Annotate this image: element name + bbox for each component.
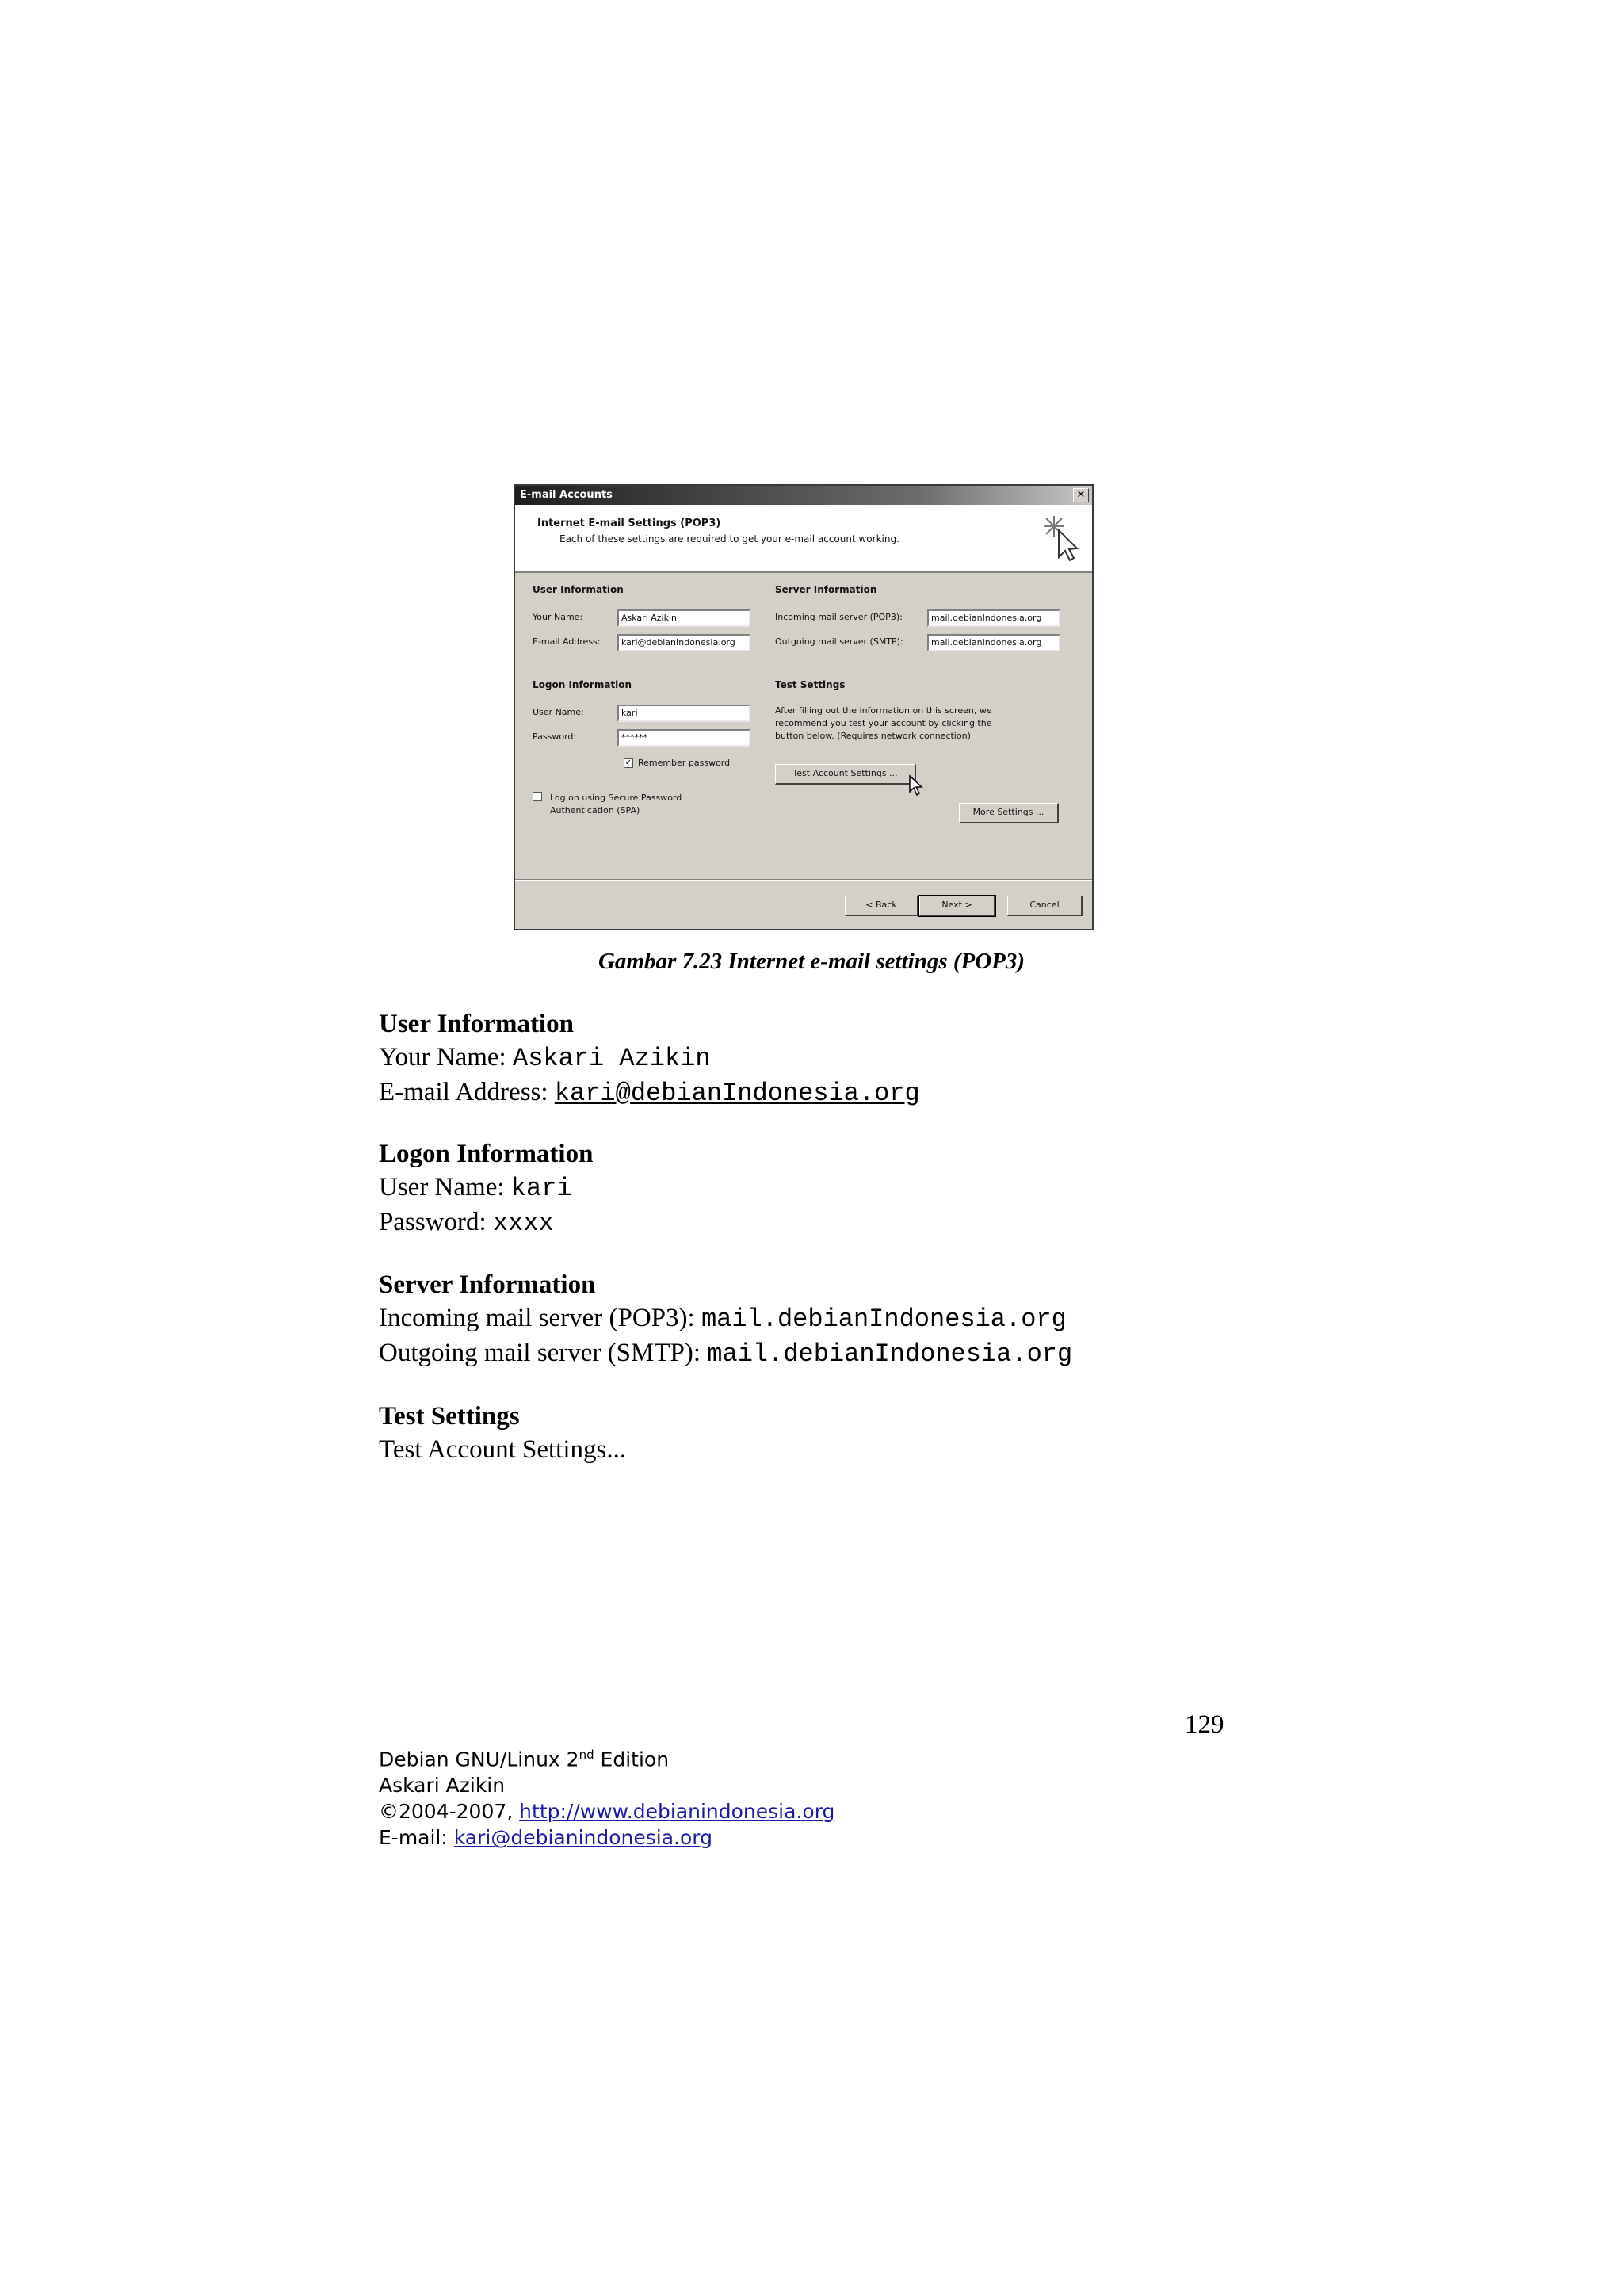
password-label: Password: [533, 732, 577, 742]
server-info-section [379, 1268, 1409, 1371]
user-name-field[interactable]: kari [617, 705, 750, 722]
password-text-value: xxxx [492, 1209, 554, 1238]
logon-info-section [379, 1137, 1409, 1240]
test-settings-description [775, 705, 992, 743]
test-account-settings-button[interactable]: Test Account Settings ... [775, 764, 916, 785]
mouse-pointer-icon [908, 774, 924, 800]
email-address-field[interactable]: kari@debianIndonesia.org [617, 634, 750, 651]
footer-email-label: E-mail: [379, 1826, 454, 1850]
outgoing-server-line [379, 1336, 1409, 1371]
server-info-section-heading: Server Information [379, 1270, 596, 1299]
page-number: 129 [1185, 1710, 1224, 1739]
figure-caption: Gambar 7.23 Internet e-mail settings (POP3) [598, 949, 1025, 974]
your-name-text-value: Askari Azikin [512, 1044, 711, 1073]
logon-info-section-heading: Logon Information [379, 1140, 594, 1168]
back-button[interactable]: < Back [845, 896, 918, 916]
footer-copyright-line [379, 1798, 834, 1824]
test-desc-line-2: recommend you test your account by clicking the [775, 718, 992, 728]
test-settings-heading: Test Settings [775, 679, 846, 690]
server-info-heading: Server Information [775, 584, 877, 595]
password-line [379, 1205, 1409, 1240]
remember-password-checkbox[interactable]: ✓ [624, 758, 632, 767]
remember-password-label: Remember password [638, 758, 731, 768]
cancel-button[interactable]: Cancel [1007, 896, 1083, 916]
test-settings-section-heading: Test Settings [379, 1402, 520, 1431]
footer-book: Debian GNU/Linux 2 [379, 1748, 579, 1771]
next-button[interactable]: Next > [919, 896, 995, 916]
outgoing-server-text-value: mail.debianIndonesia.org [707, 1339, 1073, 1369]
user-name-label: User Name: [533, 707, 584, 717]
footer-edition: Edition [594, 1748, 670, 1771]
your-name-field[interactable]: Askari Azikin [617, 609, 750, 627]
user-name-text-value: kari [510, 1174, 572, 1203]
incoming-server-line [379, 1301, 1409, 1336]
wizard-cursor-icon [1040, 513, 1081, 567]
footer-email-link[interactable]: kari@debianindonesia.org [453, 1826, 712, 1850]
dialog-title-bar [515, 486, 1092, 505]
spa-label-line-1: Log on using Secure Password [550, 793, 682, 803]
footer-email-line [379, 1824, 834, 1851]
password-text-label: Password: [379, 1208, 487, 1236]
footer-book-title [379, 1742, 834, 1772]
user-name-text-label: User Name: [379, 1173, 505, 1201]
incoming-server-field[interactable]: mail.debianIndonesia.org [927, 609, 1060, 627]
dialog-header [515, 505, 1092, 573]
outgoing-server-label: Outgoing mail server (SMTP): [775, 636, 903, 647]
footer-copyright: ©2004-2007, [379, 1800, 520, 1824]
incoming-server-text-value: mail.debianIndonesia.org [701, 1305, 1067, 1334]
your-name-line [379, 1041, 1409, 1075]
test-desc-line-3: button below. (Requires network connection) [775, 731, 971, 741]
outgoing-server-text-label: Outgoing mail server (SMTP): [379, 1339, 701, 1367]
footer-separator [515, 879, 1092, 881]
email-line [379, 1075, 1409, 1110]
test-desc-line-1: After filling out the information on this screen, we [775, 705, 992, 716]
email-text-label: E-mail Address: [379, 1078, 548, 1106]
user-info-section-heading: User Information [379, 1010, 574, 1038]
close-icon[interactable]: ✕ [1073, 488, 1089, 502]
user-info-heading: User Information [533, 584, 624, 595]
user-info-section [379, 1007, 1409, 1110]
user-name-line [379, 1171, 1409, 1205]
header-subtitle: Each of these settings are required to get your e-mail account working. [559, 533, 899, 544]
spa-label [550, 792, 682, 817]
header-title: Internet E-mail Settings (POP3) [537, 518, 721, 529]
outgoing-server-field[interactable]: mail.debianIndonesia.org [927, 634, 1060, 651]
incoming-server-text-label: Incoming mail server (POP3): [379, 1304, 695, 1332]
email-text-value[interactable]: kari@debianIndonesia.org [554, 1079, 920, 1108]
page-footer [379, 1742, 834, 1851]
email-accounts-dialog-screenshot [514, 484, 1094, 930]
dialog-title: E-mail Accounts [520, 489, 613, 501]
test-settings-section [379, 1400, 1409, 1466]
spa-checkbox[interactable] [533, 792, 542, 801]
logon-info-heading: Logon Information [533, 679, 632, 690]
password-field[interactable]: ****** [617, 729, 750, 747]
footer-website-link[interactable]: http://www.debianindonesia.org [519, 1800, 835, 1824]
footer-author: Askari Azikin [379, 1774, 506, 1797]
test-settings-text: Test Account Settings... [379, 1435, 627, 1464]
incoming-server-label: Incoming mail server (POP3): [775, 612, 903, 622]
your-name-label: Your Name: [533, 612, 583, 622]
email-address-label: E-mail Address: [533, 636, 601, 647]
footer-edition-sup: nd [579, 1748, 594, 1762]
more-settings-button[interactable]: More Settings ... [959, 803, 1059, 823]
your-name-text-label: Your Name: [379, 1043, 506, 1072]
spa-label-line-2: Authentication (SPA) [550, 805, 640, 816]
